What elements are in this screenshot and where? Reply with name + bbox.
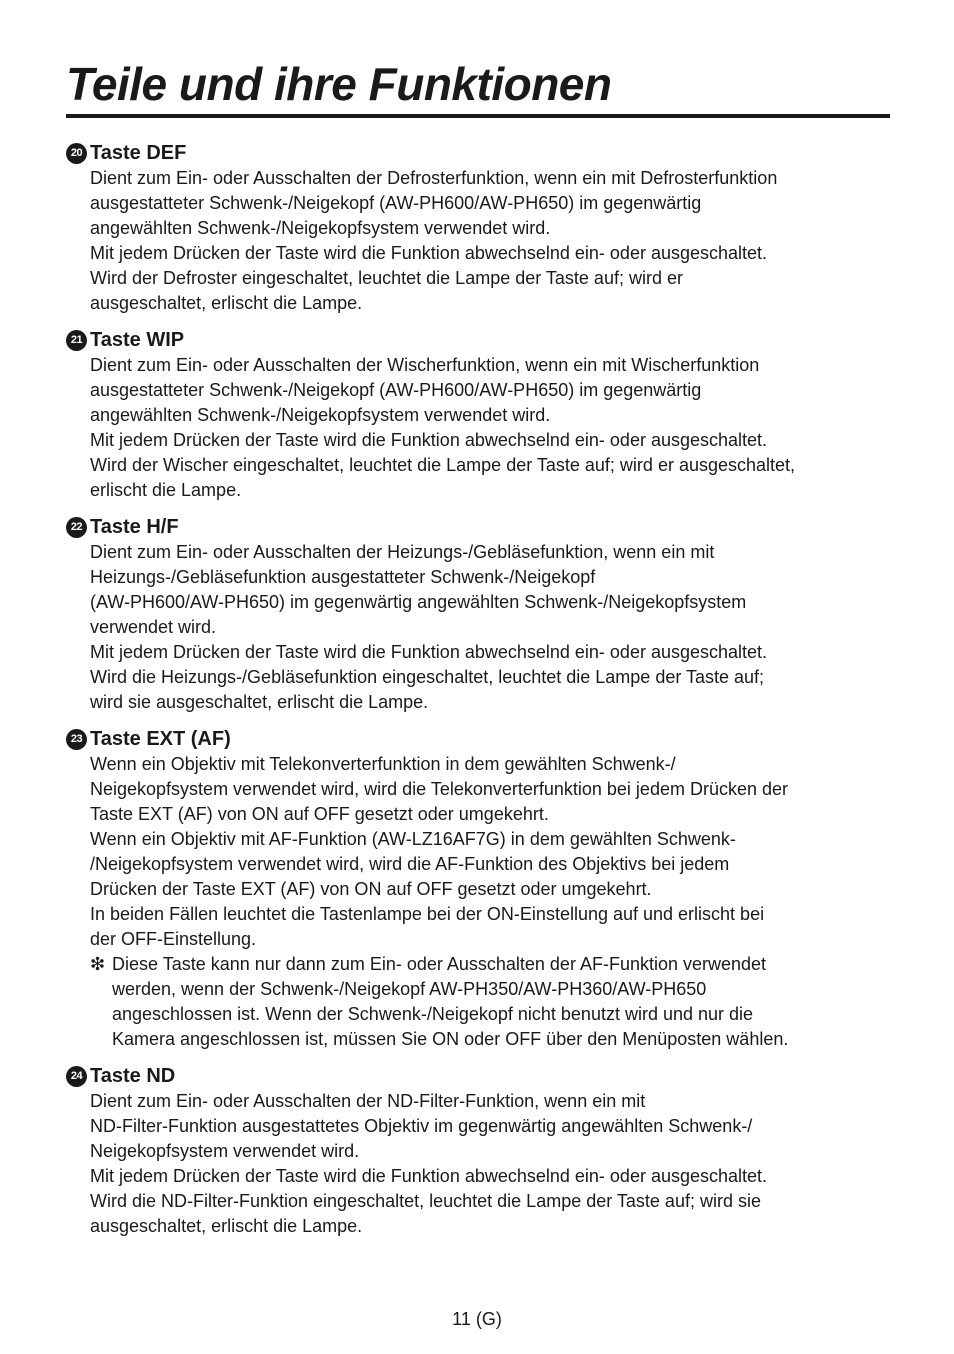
section-heading (66, 140, 894, 166)
page-title: Teile und ihre Funktionen (66, 58, 612, 110)
section-paragraph: Wenn ein Objektiv mit AF-Funktion (AW-LZ16AF7G) in dem gewählten Schwenk- /Neigekopfsystem verwendet wird, wird die AF-Funktion des Objektivs bei jedem Drücken der Taste EXT (AF) von ON auf OFF gesetzt oder umgekehrt. (90, 829, 736, 899)
circled-number-badge: 21 (66, 330, 87, 351)
section-heading (66, 726, 894, 752)
section-heading (66, 327, 894, 353)
title-rule (66, 114, 890, 118)
section-paragraph: Wenn ein Objektiv mit Telekonverterfunktion in dem gewählten Schwenk-/ Neigekopfsystem verwendet wird, wird die Telekonverterfunktion bei jedem Drücken der Taste EXT (AF) von ON auf OFF gesetzt oder umgekehrt. (90, 754, 789, 824)
section-paragraph: Mit jedem Drücken der Taste wird die Funktion abwechselnd ein- oder ausgeschaltet. Wird die ND-Filter-Funktion eingeschaltet, leuchtet die Lampe der Taste auf; wird sie ausgeschaltet, erlischt die Lampe. (90, 1166, 768, 1236)
section-paragraph: Dient zum Ein- oder Ausschalten der Heizungs-/Gebläsefunktion, wenn ein mit Heizungs-/Gebläsefunktion ausgestatteter Schwenk-/Neigekopf (AW-PH600/AW-PH650) im gegenwärtig angewählten Schwenk-/Neigekopfsystem verwendet wird. (90, 542, 747, 637)
section-taste-wip (66, 327, 894, 503)
section-heading (66, 514, 894, 540)
page-number: 11 (G) (452, 1309, 502, 1329)
section-heading (66, 1063, 894, 1089)
section-paragraph: Dient zum Ein- oder Ausschalten der Wischerfunktion, wenn ein mit Wischerfunktion ausgestatteter Schwenk-/Neigekopf (AW-PH600/AW-PH650) im gegenwärtig angewählten Schwenk-/Neigekopfsystem verwendet wird. (90, 355, 760, 425)
section-paragraph: Mit jedem Drücken der Taste wird die Funktion abwechselnd ein- oder ausgeschaltet. Wird der Defroster eingeschaltet, leuchtet die Lampe der Taste auf; wird er ausgeschaltet, erlischt die Lampe. (90, 243, 768, 313)
circled-number-badge: 23 (66, 729, 87, 750)
note (90, 952, 894, 1052)
section-title: Taste H/F (90, 515, 179, 538)
section-title: Taste DEF (90, 141, 187, 164)
circled-number-badge: 20 (66, 143, 87, 164)
section-title: Taste ND (90, 1064, 176, 1087)
section-taste-def (66, 140, 894, 316)
circled-number-badge: 22 (66, 517, 87, 538)
note-asterisk-icon: ❇ (90, 954, 106, 974)
note-text: Diese Taste kann nur dann zum Ein- oder Ausschalten der AF-Funktion verwendet werden, wenn der Schwenk-/Neigekopf AW-PH350/AW-PH360/AW-PH650 angeschlossen ist. Wenn der Schwenk-/Neigekopf nicht benutzt wird und nur die Kamera angeschlossen ist, müssen Sie ON oder OFF über den Menüposten wählen. (112, 954, 789, 1049)
section-paragraph: In beiden Fällen leuchtet die Tastenlampe bei der ON-Einstellung auf und erlischt bei der OFF-Einstellung. (90, 904, 765, 949)
section-title: Taste EXT (AF) (90, 727, 231, 750)
section-paragraph: Dient zum Ein- oder Ausschalten der Defrosterfunktion, wenn ein mit Defrosterfunktion ausgestatteter Schwenk-/Neigekopf (AW-PH600/AW-PH650) im gegenwärtig angewählten Schwenk-/Neigekopfsystem verwendet wird. (90, 168, 778, 238)
circled-number-badge: 24 (66, 1066, 87, 1087)
section-taste-ext-af (66, 726, 894, 1052)
section-title: Taste WIP (90, 328, 185, 351)
content (66, 140, 894, 1250)
section-taste-h-f (66, 514, 894, 715)
section-paragraph: Dient zum Ein- oder Ausschalten der ND-Filter-Funktion, wenn ein mit ND-Filter-Funktion ausgestattetes Objektiv im gegenwärtig angewählten Schwenk-/ Neigekopfsystem verwendet wird. (90, 1091, 753, 1161)
section-taste-nd (66, 1063, 894, 1239)
section-paragraph: Mit jedem Drücken der Taste wird die Funktion abwechselnd ein- oder ausgeschaltet. Wird die Heizungs-/Gebläsefunktion eingeschaltet, leuchtet die Lampe der Taste auf; wird sie ausgeschaltet, erlischt die Lampe. (90, 642, 768, 712)
section-paragraph: Mit jedem Drücken der Taste wird die Funktion abwechselnd ein- oder ausgeschaltet. Wird der Wischer eingeschaltet, leuchtet die Lampe der Taste auf; wird er ausgeschaltet, erlischt die Lampe. (90, 430, 796, 500)
